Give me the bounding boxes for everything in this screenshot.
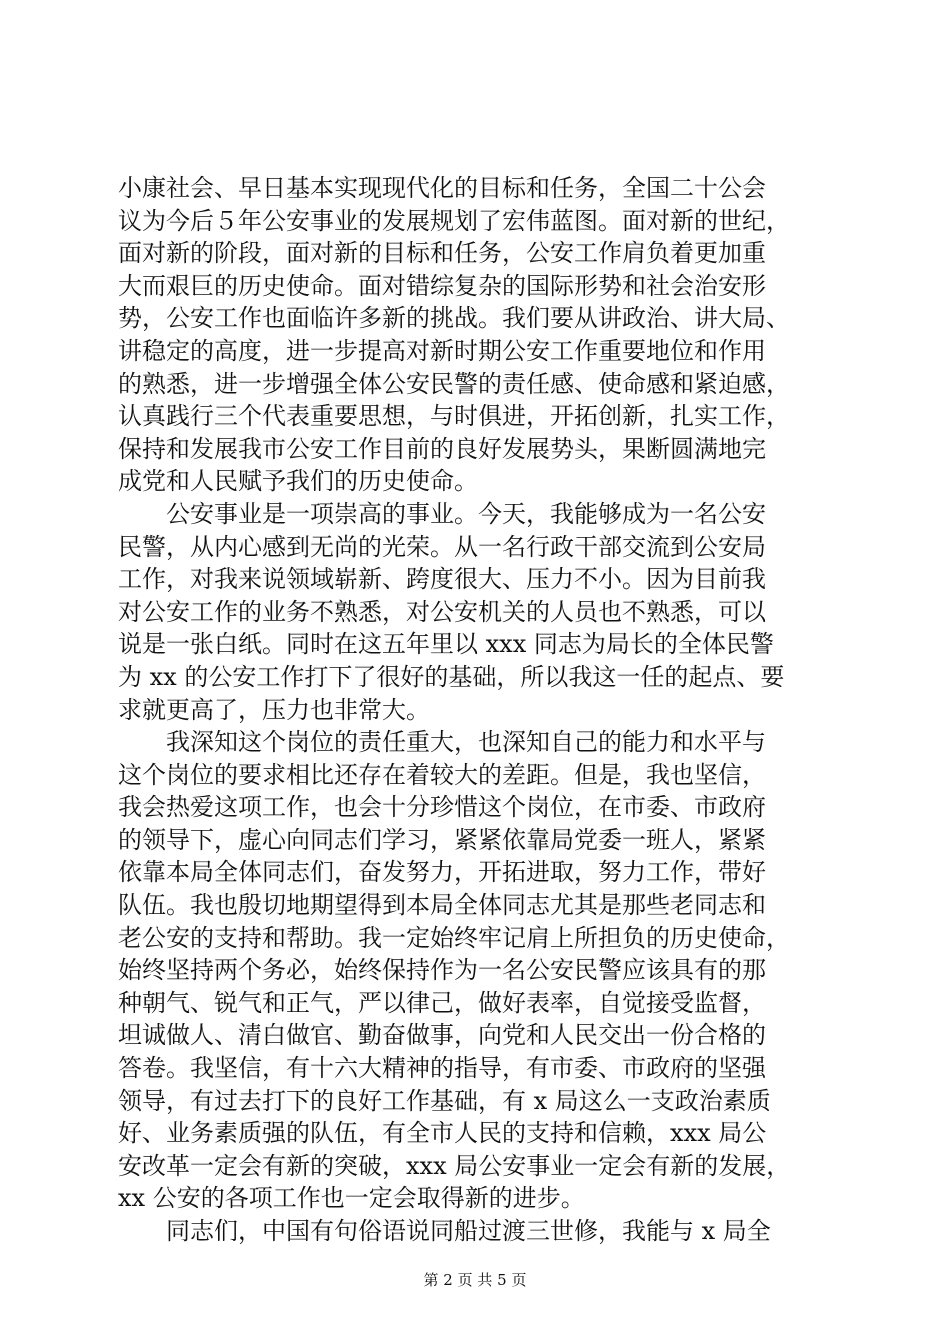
text-line: 的熟悉，进一步增强全体公安民警的责任感、使命感和紧迫感， bbox=[118, 369, 790, 398]
text-line: xx 公安的各项工作也一定会取得新的进步。 bbox=[118, 1184, 585, 1213]
text-line: 安改革一定会有新的突破，xxx 局公安事业一定会有新的发展， bbox=[118, 1151, 791, 1180]
text-line: 公安事业是一项崇高的事业。今天，我能够成为一名公安 bbox=[118, 499, 766, 528]
text-line: 势，公安工作也面临许多新的挑战。我们要从讲政治、讲大局、 bbox=[118, 304, 790, 333]
text-line: 对公安工作的业务不熟悉，对公安机关的人员也不熟悉，可以 bbox=[118, 597, 766, 626]
text-line: 成党和人民赋予我们的历史使命。 bbox=[118, 467, 478, 496]
page-number-footer: 第 2 页 共 5 页 bbox=[423, 1271, 527, 1289]
text-line: 面对新的阶段，面对新的目标和任务，公安工作肩负着更加重 bbox=[118, 239, 766, 268]
text-line: 答卷。我坚信，有十六大精神的指导，有市委、市政府的坚强 bbox=[118, 1054, 766, 1083]
text-line: 老公安的支持和帮助。我一定始终牢记肩上所担负的历史使命， bbox=[118, 923, 790, 952]
text-line: 工作，对我来说领域崭新、跨度很大、压力不小。因为目前我 bbox=[118, 565, 766, 594]
text-line: 认真践行三个代表重要思想，与时俱进，开拓创新，扎实工作， bbox=[118, 402, 790, 431]
text-line: 为 xx 的公安工作打下了很好的基础，所以我这一任的起点、要 bbox=[118, 662, 785, 691]
text-line: 我会热爱这项工作，也会十分珍惜这个岗位，在市委、市政府 bbox=[118, 793, 766, 822]
text-line: 种朝气、锐气和正气，严以律己，做好表率，自觉接受监督， bbox=[118, 988, 766, 1017]
text-line: 领导，有过去打下的良好工作基础，有 x 局这么一支政治素质 bbox=[118, 1086, 771, 1115]
text-line: 说是一张白纸。同时在这五年里以 xxx 同志为局长的全体民警 bbox=[118, 630, 774, 659]
text-line: 民警，从内心感到无尚的光荣。从一名行政干部交流到公安局 bbox=[118, 532, 766, 561]
text-line: 保持和发展我市公安工作目前的良好发展势头，果断圆满地完 bbox=[118, 434, 766, 463]
text-line: 同志们，中国有句俗语说同船过渡三世修，我能与 x 局全 bbox=[118, 1217, 771, 1245]
text-line: 讲稳定的高度，进一步提高对新时期公安工作重要地位和作用 bbox=[118, 336, 766, 365]
text-line: 这个岗位的要求相比还存在着较大的差距。但是，我也坚信， bbox=[118, 760, 766, 789]
text-line: 依靠本局全体同志们，奋发努力，开拓进取，努力工作，带好 bbox=[118, 858, 766, 887]
text-line: 小康社会、早日基本实现现代化的目标和任务，全国二十公会 bbox=[118, 174, 766, 202]
text-line: 大而艰巨的历史使命。面对错综复杂的国际形势和社会治安形 bbox=[118, 271, 766, 300]
text-line: 坦诚做人、清白做官、勤奋做事，向党和人民交出一份合格的 bbox=[118, 1021, 766, 1050]
text-line: 始终坚持两个务必，始终保持作为一名公安民警应该具有的那 bbox=[118, 956, 766, 985]
text-line: 我深知这个岗位的责任重大，也深知自己的能力和水平与 bbox=[118, 728, 766, 757]
document-body bbox=[118, 172, 833, 1248]
text-line: 求就更高了，压力也非常大。 bbox=[118, 695, 430, 724]
text-line: 议为今后５年公安事业的发展规划了宏伟蓝图。面对新的世纪， bbox=[118, 206, 790, 235]
text-line: 的领导下，虚心向同志们学习，紧紧依靠局党委一班人，紧紧 bbox=[118, 825, 766, 854]
text-line: 队伍。我也殷切地期望得到本局全体同志尤其是那些老同志和 bbox=[118, 891, 766, 920]
text-line: 好、业务素质强的队伍，有全市人民的支持和信赖，xxx 局公 bbox=[118, 1119, 767, 1148]
